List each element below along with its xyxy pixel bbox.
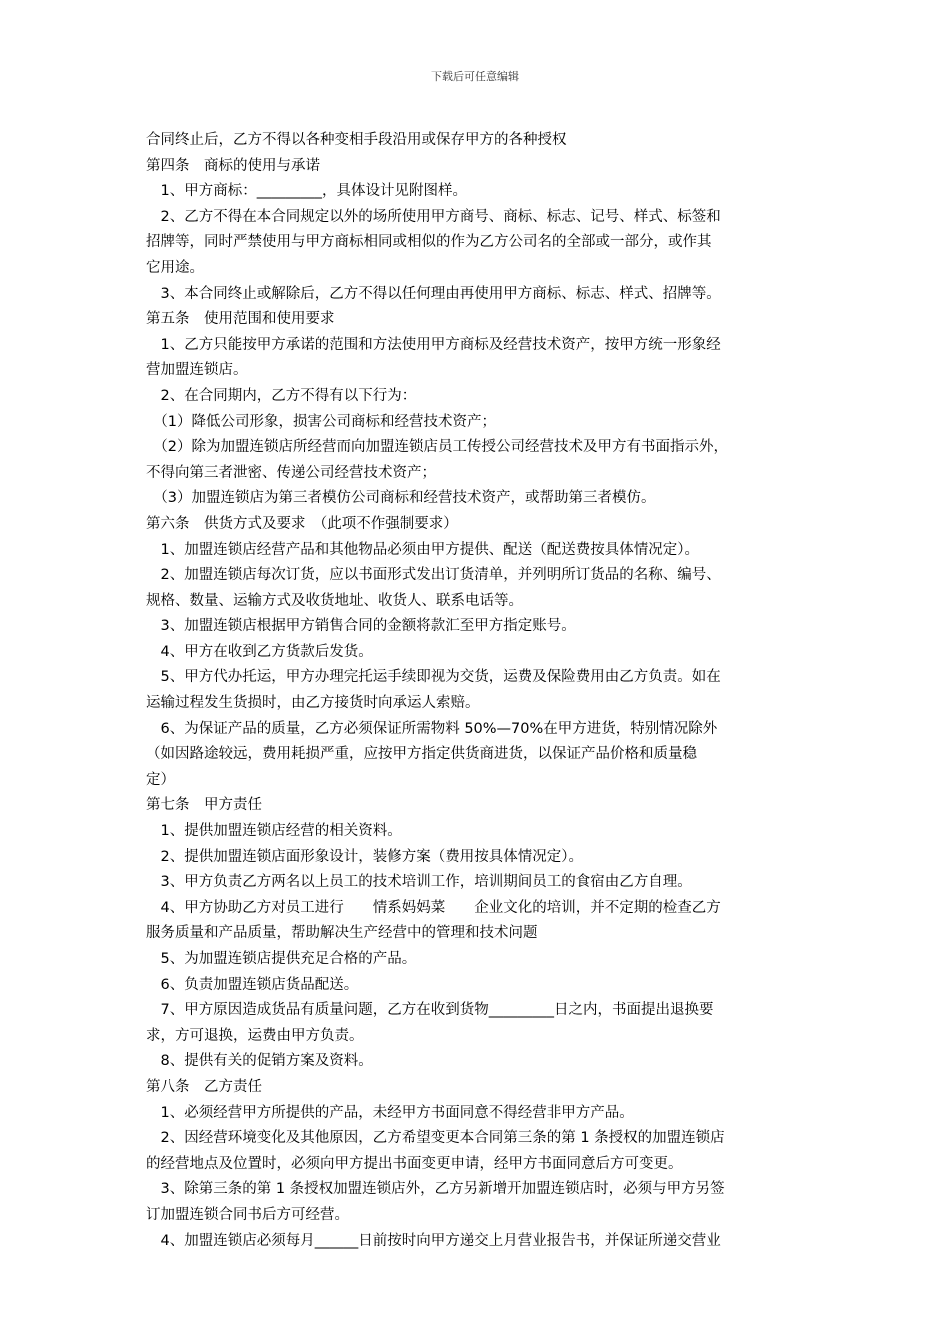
text-line: 第五条 使用范围和使用要求 bbox=[146, 311, 335, 328]
text-line: 第八条 乙方责任 bbox=[146, 1078, 262, 1095]
text-line: （3）加盟连锁店为第三者模仿公司商标和经营技术资产，或帮助第三者模仿。 bbox=[146, 490, 656, 507]
text-line: 8、提供有关的促销方案及资料。 bbox=[146, 1053, 373, 1070]
text-line: （2）除为加盟连锁店所经营而向加盟连锁店员工传授公司经营技术及甲方有书面指示外， bbox=[146, 439, 728, 456]
text-line: 2、在合同期内，乙方不得有以下行为： bbox=[146, 387, 417, 404]
text-line: 6、为保证产品的质量，乙方必须保证所需物料 50%—70%在甲方进货，特别情况除外 bbox=[146, 720, 718, 737]
text-line: 服务质量和产品质量，帮助解决生产经营中的管理和技术问题 bbox=[146, 925, 538, 942]
text-line: 4、甲方协助乙方对员工进行 情系妈妈菜 企业文化的培训，并不定期的检查乙方 bbox=[146, 899, 721, 916]
text-line: 不得向第三者泄密、传递公司经营技术资产； bbox=[146, 464, 436, 481]
text-line: 1、加盟连锁店经营产品和其他物品必须由甲方提供、配送（配送费按具体情况定）。 bbox=[146, 541, 699, 558]
text-line: 运输过程发生货损时，由乙方接货时向承运人索赔。 bbox=[146, 695, 480, 712]
text-line: （如因路途较远，费用耗损严重，应按甲方指定供货商进货，以保证产品价格和质量稳 bbox=[146, 746, 697, 763]
text-line: 1、提供加盟连锁店经营的相关资料。 bbox=[146, 823, 402, 840]
text-line: （1）降低公司形象，损害公司商标和经营技术资产； bbox=[146, 413, 496, 430]
text-line: 6、负责加盟连锁店货品配送。 bbox=[146, 976, 359, 993]
text-line: 5、甲方代办托运，甲方办理完托运手续即视为交货，运费及保险费用由乙方负责。如在 bbox=[146, 669, 721, 686]
text-line: 第六条 供货方式及要求 （此项不作强制要求） bbox=[146, 515, 458, 532]
text-line: 3、除第三条的第 1 条授权加盟连锁店外，乙方另新增开加盟连锁店时，必须与甲方另签 bbox=[146, 1181, 725, 1198]
text-line: 第七条 甲方责任 bbox=[146, 797, 262, 814]
text-line: 1、必须经营甲方所提供的产品，未经甲方书面同意不得经营非甲方产品。 bbox=[146, 1104, 634, 1121]
text-line: 4、甲方在收到乙方货款后发货。 bbox=[146, 643, 373, 660]
text-line: 3、加盟连锁店根据甲方销售合同的金额将款汇至甲方指定账号。 bbox=[146, 618, 576, 635]
text-line: 招牌等，同时严禁使用与甲方商标相同或相似的作为乙方公司名的全部或一部分，或作其 bbox=[146, 234, 712, 251]
text-line: 3、甲方负责乙方两名以上员工的技术培训工作，培训期间员工的食宿由乙方自理。 bbox=[146, 874, 692, 891]
text-line: 5、为加盟连锁店提供充足合格的产品。 bbox=[146, 951, 417, 967]
text-line: 2、加盟连锁店每次订货，应以书面形式发出订货清单，并列明所订货品的名称、编号、 bbox=[146, 567, 721, 584]
text-line: 定） bbox=[146, 771, 175, 788]
text-line: 它用途。 bbox=[146, 259, 204, 276]
text-line: 规格、数量、运输方式及收货地址、收货人、联系电话等。 bbox=[146, 592, 523, 609]
document-body bbox=[146, 128, 808, 1254]
text-line: 2、因经营环境变化及其他原因，乙方希望变更本合同第三条的第 1 条授权的加盟连锁店 bbox=[146, 1130, 725, 1147]
text-line: 4、加盟连锁店必须每月______日前按时向甲方递交上月营业报告书，并保证所递交营业 bbox=[146, 1232, 721, 1249]
text-line: 3、本合同终止或解除后，乙方不得以任何理由再使用甲方商标、标志、样式、招牌等。 bbox=[146, 285, 721, 302]
text-line: 1、甲方商标：_________，具体设计见附图样。 bbox=[146, 183, 467, 200]
text-line: 营加盟连锁店。 bbox=[146, 362, 248, 379]
text-line: 订加盟连锁合同书后方可经营。 bbox=[146, 1206, 349, 1223]
text-line: 7、甲方原因造成货品有质量问题，乙方在收到货物_________日之内，书面提出退换要 bbox=[146, 1002, 714, 1019]
text-line: 2、乙方不得在本合同规定以外的场所使用甲方商号、商标、标志、记号、样式、标签和 bbox=[146, 208, 721, 225]
text-line: 2、提供加盟连锁店面形象设计，装修方案（费用按具体情况定）。 bbox=[146, 848, 583, 865]
text-line: 1、乙方只能按甲方承诺的范围和方法使用甲方商标及经营技术资产，按甲方统一形象经 bbox=[146, 336, 721, 353]
text-line: 第四条 商标的使用与承诺 bbox=[146, 157, 320, 174]
text-line: 求，方可退换，运费由甲方负责。 bbox=[146, 1027, 364, 1044]
text-line: 合同终止后，乙方不得以各种变相手段沿用或保存甲方的各种授权 bbox=[146, 132, 567, 148]
page-header: 下载后可任意编辑 bbox=[431, 70, 519, 83]
text-line: 的经营地点及位置时，必须向甲方提出书面变更申请，经甲方书面同意后方可变更。 bbox=[146, 1155, 683, 1172]
